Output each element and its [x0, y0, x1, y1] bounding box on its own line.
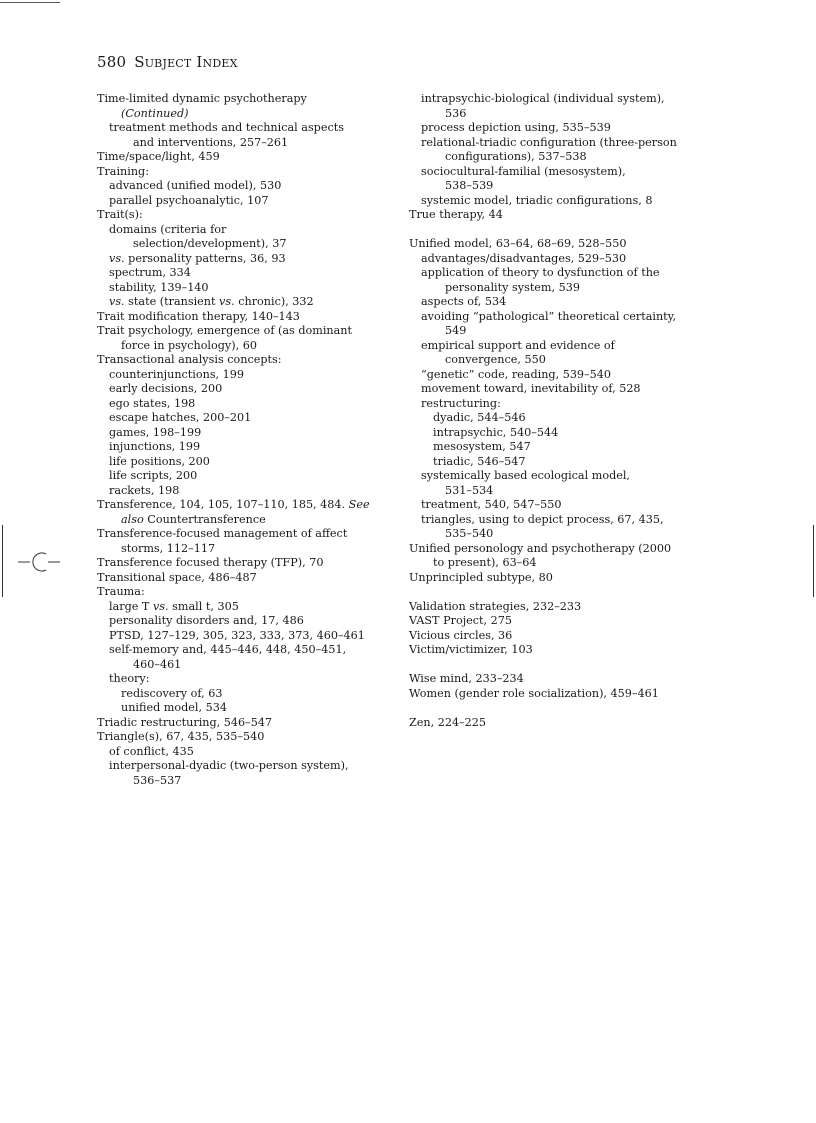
index-subentry: vs. state (transient vs. chronic), 332: [109, 295, 314, 308]
index-subentry: games, 198–199: [109, 425, 202, 439]
index-entry: Wise mind, 233–234: [409, 672, 524, 685]
index-subsubentry: unified model, 534: [121, 701, 227, 714]
crop-mark-left: [2, 525, 3, 597]
index-entry: Zen, 224–225: [409, 715, 487, 729]
section-gap: [409, 658, 709, 673]
index-subentry: sociocultural-familial (mesosystem),: [421, 164, 626, 178]
index-entry-continuation: selection/development), 37: [133, 237, 287, 250]
index-entry: Transference-focused management of affect: [97, 527, 348, 540]
index-subentry: life scripts, 200: [109, 469, 198, 482]
index-column-right: [409, 92, 709, 730]
index-subentry: systemic model, triadic configurations, 8: [421, 193, 653, 207]
index-subsubentry: mesosystem, 547: [433, 440, 531, 453]
index-subentry: relational-triadic configuration (three-person: [421, 135, 677, 149]
index-entry: Training:: [97, 164, 149, 178]
index-entry-continuation: 538–539: [445, 179, 494, 192]
running-head: [97, 53, 238, 71]
index-subentry: avoiding “pathological” theoretical certainty,: [421, 309, 677, 323]
index-entry: Trait psychology, emergence of (as dominant: [97, 324, 353, 337]
index-subentry: treatment methods and technical aspects: [109, 121, 344, 134]
index-subentry: restructuring:: [421, 396, 501, 410]
index-entry-continuation: configurations), 537–538: [445, 150, 587, 163]
index-subentry: domains (criteria for: [109, 222, 227, 236]
index-subentry: empirical support and evidence of: [421, 338, 615, 352]
section-gap: [409, 585, 709, 600]
index-subsubentry: triadic, 546–547: [433, 454, 526, 468]
index-subentry: counterinjunctions, 199: [109, 367, 245, 381]
index-subentry: movement toward, inevitability of, 528: [421, 382, 641, 395]
index-entry: Transitional space, 486–487: [97, 570, 257, 584]
index-subentry: escape hatches, 200–201: [109, 411, 252, 424]
index-entry-continuation: storms, 112–117: [121, 541, 216, 555]
index-subentry: triangles, using to depict process, 67, 435,: [421, 512, 664, 526]
index-subentry: rackets, 198: [109, 483, 180, 497]
index-entry: Unified model, 63–64, 68–69, 528–550: [409, 237, 627, 250]
index-subentry: stability, 139–140: [109, 280, 209, 294]
index-entry: VAST Project, 275: [409, 614, 513, 627]
crop-mark-top: [0, 0, 60, 3]
index-subsubentry: rediscovery of, 63: [121, 686, 223, 700]
index-subsubentry: intrapsychic, 540–544: [433, 425, 559, 439]
index-subentry: injunctions, 199: [109, 440, 201, 453]
section-gap: [409, 223, 709, 238]
index-entry-continuation: convergence, 550: [445, 353, 546, 366]
index-entry-continuation: force in psychology), 60: [121, 338, 257, 352]
index-subentry: personality disorders and, 17, 486: [109, 614, 304, 627]
index-entry-continuation: 531–534: [445, 483, 494, 497]
index-subentry: life positions, 200: [109, 454, 210, 468]
index-entry: Unified personology and psychotherapy (2000: [409, 541, 672, 555]
index-entry-continuation: and interventions, 257–261: [133, 135, 289, 149]
index-entry: Triadic restructuring, 546–547: [97, 715, 273, 729]
index-entry-continuation: also Countertransference: [121, 512, 266, 526]
index-entry: Women (gender role socialization), 459–461: [409, 686, 659, 700]
index-entry-continuation: (Continued): [121, 106, 189, 120]
index-subentry: advantages/disadvantages, 529–530: [421, 251, 627, 265]
index-entry-continuation: personality system, 539: [445, 280, 581, 294]
index-subentry: PTSD, 127–129, 305, 323, 333, 373, 460–461: [109, 628, 365, 642]
index-subentry: “genetic” code, reading, 539–540: [421, 367, 611, 381]
index-subentry: large T vs. small t, 305: [109, 599, 239, 613]
index-entry: Time-limited dynamic psychotherapy: [97, 92, 307, 105]
index-subentry: parallel psychoanalytic, 107: [109, 193, 269, 207]
index-subentry: vs. personality patterns, 36, 93: [109, 251, 286, 265]
index-subsubentry: dyadic, 544–546: [433, 411, 526, 424]
index-subentry: early decisions, 200: [109, 382, 223, 395]
index-entry-continuation: to present), 63–64: [433, 556, 537, 569]
index-column-left: [97, 92, 383, 788]
index-entry-continuation: 535–540: [445, 527, 494, 540]
index-entry-continuation: 536: [445, 106, 467, 120]
running-head-title: Subject Index: [134, 53, 238, 71]
index-entry-continuation: 460–461: [133, 657, 182, 671]
index-entry: Triangle(s), 67, 435, 535–540: [97, 730, 265, 743]
index-subentry: spectrum, 334: [109, 266, 191, 279]
index-entry: Trait(s):: [97, 208, 143, 221]
index-subentry: application of theory to dysfunction of the: [421, 266, 660, 279]
index-entry: Time/space/light, 459: [97, 150, 220, 163]
index-entry: True therapy, 44: [409, 208, 503, 221]
index-subentry: of conflict, 435: [109, 744, 194, 758]
index-subentry: intrapsychic-biological (individual system),: [421, 92, 665, 105]
registration-mark-icon: [16, 549, 62, 575]
index-entry: Trauma:: [97, 585, 145, 598]
index-entry: Trait modification therapy, 140–143: [97, 309, 300, 323]
section-gap: [409, 701, 709, 716]
index-entry: Transactional analysis concepts:: [97, 353, 282, 366]
index-subentry: systemically based ecological model,: [421, 469, 630, 482]
index-entry-continuation: 536–537: [133, 773, 182, 787]
crop-mark-right: [813, 525, 814, 597]
index-subentry: interpersonal-dyadic (two-person system),: [109, 759, 349, 772]
index-entry: Vicious circles, 36: [409, 628, 513, 642]
index-entry: Victim/victimizer, 103: [409, 643, 533, 656]
index-subentry: self-memory and, 445–446, 448, 450–451,: [109, 643, 347, 656]
page-number: 580: [97, 53, 127, 71]
index-subentry: advanced (unified model), 530: [109, 179, 282, 192]
index-entry: Transference focused therapy (TFP), 70: [97, 556, 324, 569]
index-entry-continuation: 549: [445, 324, 467, 337]
index-entry: Unprincipled subtype, 80: [409, 570, 553, 584]
index-subentry: ego states, 198: [109, 396, 196, 410]
index-subentry: treatment, 540, 547–550: [421, 498, 562, 511]
index-subentry: theory:: [109, 672, 150, 685]
index-subentry: aspects of, 534: [421, 295, 507, 308]
index-entry: Validation strategies, 232–233: [409, 599, 582, 613]
index-entry: Transference, 104, 105, 107–110, 185, 484. See: [97, 498, 370, 511]
index-subentry: process depiction using, 535–539: [421, 121, 611, 134]
